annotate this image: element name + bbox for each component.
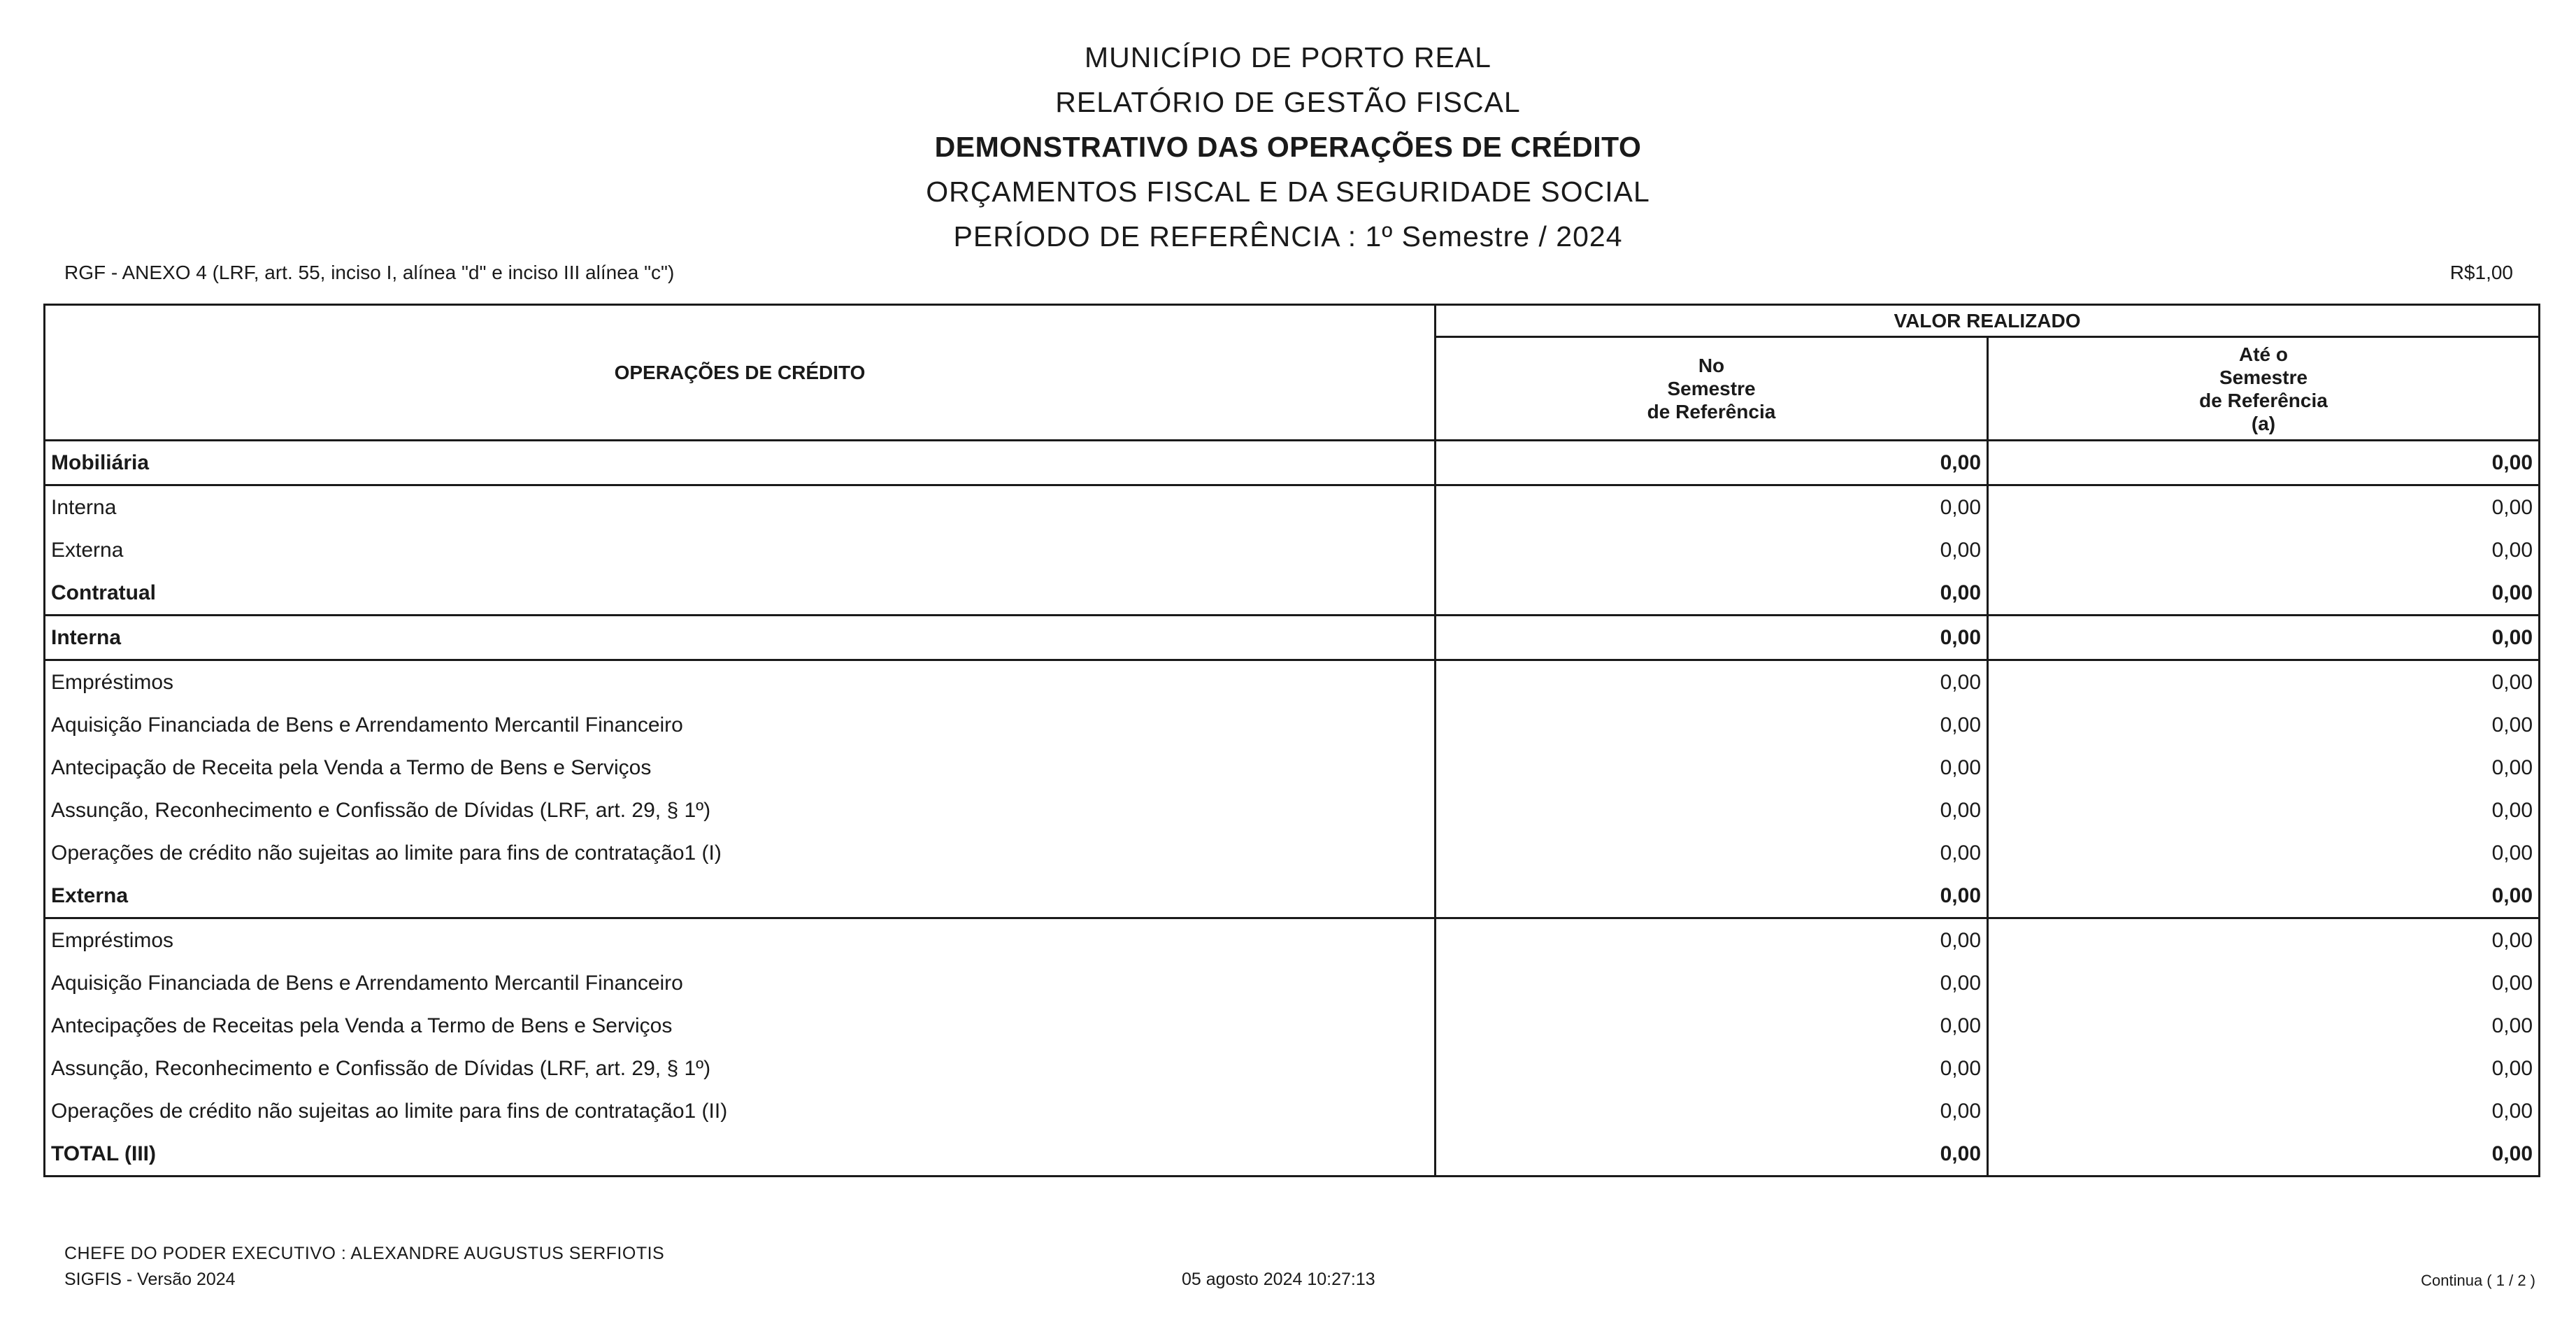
table-row [45,962,2540,1004]
header-until-semester-line-3: de Referência [2199,389,2328,411]
row-label: Mobiliária [45,441,1436,485]
row-value-semester: 0,00 [1436,660,1988,704]
header-value-realized: VALOR REALIZADO [1436,305,2540,337]
row-label: Antecipações de Receitas pela Venda a Termo de Bens e Serviços [45,1004,1436,1047]
row-value-semester: 0,00 [1436,789,1988,832]
header-until-semester-line-2: Semestre [2219,366,2308,388]
row-value-semester: 0,00 [1436,746,1988,789]
report-name: RELATÓRIO DE GESTÃO FISCAL [1055,86,1521,118]
row-label: Operações de crédito não sujeitas ao limite para fins de contratação1 (II) [45,1090,1436,1132]
report-title: DEMONSTRATIVO DAS OPERAÇÕES DE CRÉDITO [934,131,1642,163]
table-row [45,616,2540,660]
row-value-semester: 0,00 [1436,485,1988,530]
row-label: Externa [45,874,1436,918]
header-in-semester [1436,337,1988,441]
row-value-until: 0,00 [1988,441,2540,485]
table-row [45,1004,2540,1047]
total-value-semester: 0,00 [1436,1132,1988,1177]
report-header [0,35,2576,259]
row-value-until: 0,00 [1988,1090,2540,1132]
row-label: Operações de crédito não sujeitas ao limite para fins de contratação1 (I) [45,832,1436,874]
row-value-semester: 0,00 [1436,874,1988,918]
row-value-until: 0,00 [1988,1004,2540,1047]
row-value-until: 0,00 [1988,789,2540,832]
row-value-semester: 0,00 [1436,1090,1988,1132]
row-value-semester: 0,00 [1436,1047,1988,1090]
total-row [45,1132,2540,1177]
row-value-semester: 0,00 [1436,529,1988,571]
row-label: Antecipação de Receita pela Venda a Termo de Bens e Serviços [45,746,1436,789]
row-label: Empréstimos [45,918,1436,962]
row-value-until: 0,00 [1988,660,2540,704]
table-row [45,746,2540,789]
row-label: Assunção, Reconhecimento e Confissão de Dívidas (LRF, art. 29, § 1º) [45,789,1436,832]
row-value-semester: 0,00 [1436,918,1988,962]
row-label: Contratual [45,571,1436,616]
table-row [45,704,2540,746]
row-value-until: 0,00 [1988,918,2540,962]
row-value-until: 0,00 [1988,485,2540,530]
table-row [45,660,2540,704]
row-value-semester: 0,00 [1436,441,1988,485]
row-label: Aquisição Financiada de Bens e Arrendamento Mercantil Financeiro [45,962,1436,1004]
row-value-until: 0,00 [1988,962,2540,1004]
table-row [45,874,2540,918]
row-value-semester: 0,00 [1436,571,1988,616]
system-version: SIGFIS - Versão 2024 [64,1270,236,1289]
row-value-until: 0,00 [1988,571,2540,616]
credit-operations-table [43,304,2540,1177]
header-operations: OPERAÇÕES DE CRÉDITO [45,305,1436,441]
row-label: Assunção, Reconhecimento e Confissão de Dívidas (LRF, art. 29, § 1º) [45,1047,1436,1090]
currency-unit: R$1,00 [2449,262,2513,283]
total-value-until: 0,00 [1988,1132,2540,1177]
header-in-semester-line-1: No [1698,355,1725,377]
table-row [45,1090,2540,1132]
row-value-semester: 0,00 [1436,832,1988,874]
row-label: Externa [45,529,1436,571]
row-value-until: 0,00 [1988,832,2540,874]
page-continuation: Continua ( 1 / 2 ) [2421,1272,2535,1289]
row-value-until: 0,00 [1988,746,2540,789]
table-row [45,832,2540,874]
row-value-until: 0,00 [1988,704,2540,746]
row-value-until: 0,00 [1988,874,2540,918]
header-until-semester-line-1: Até o [2239,343,2288,365]
row-label: Empréstimos [45,660,1436,704]
budget-scope: ORÇAMENTOS FISCAL E DA SEGURIDADE SOCIAL [926,176,1650,208]
row-value-until: 0,00 [1988,616,2540,660]
table-row [45,485,2540,530]
municipality-name: MUNICÍPIO DE PORTO REAL [1085,41,1491,73]
table-row [45,571,2540,616]
table-row [45,918,2540,962]
row-value-until: 0,00 [1988,529,2540,571]
row-value-until: 0,00 [1988,1047,2540,1090]
row-label: Aquisição Financiada de Bens e Arrendamento Mercantil Financeiro [45,704,1436,746]
reference-period: PERÍODO DE REFERÊNCIA : 1º Semestre / 2024 [953,220,1623,253]
generation-timestamp: 05 agosto 2024 10:27:13 [1182,1270,1375,1289]
row-label: Interna [45,485,1436,530]
total-label: TOTAL (III) [45,1132,1436,1177]
row-value-semester: 0,00 [1436,616,1988,660]
row-value-semester: 0,00 [1436,1004,1988,1047]
table-row [45,789,2540,832]
header-in-semester-line-3: de Referência [1647,401,1776,423]
header-until-semester [1988,337,2540,441]
table-row [45,1047,2540,1090]
annex-reference: RGF - ANEXO 4 (LRF, art. 55, inciso I, alínea "d" e inciso III alínea "c") [64,262,675,283]
row-label: Interna [45,616,1436,660]
row-value-semester: 0,00 [1436,962,1988,1004]
header-until-semester-line-4: (a) [2251,412,2276,434]
executive-signer: CHEFE DO PODER EXECUTIVO : ALEXANDRE AUGUSTUS SERFIOTIS [64,1244,665,1263]
row-value-semester: 0,00 [1436,704,1988,746]
table-row [45,529,2540,571]
header-in-semester-line-2: Semestre [1667,378,1756,400]
table-row [45,441,2540,485]
